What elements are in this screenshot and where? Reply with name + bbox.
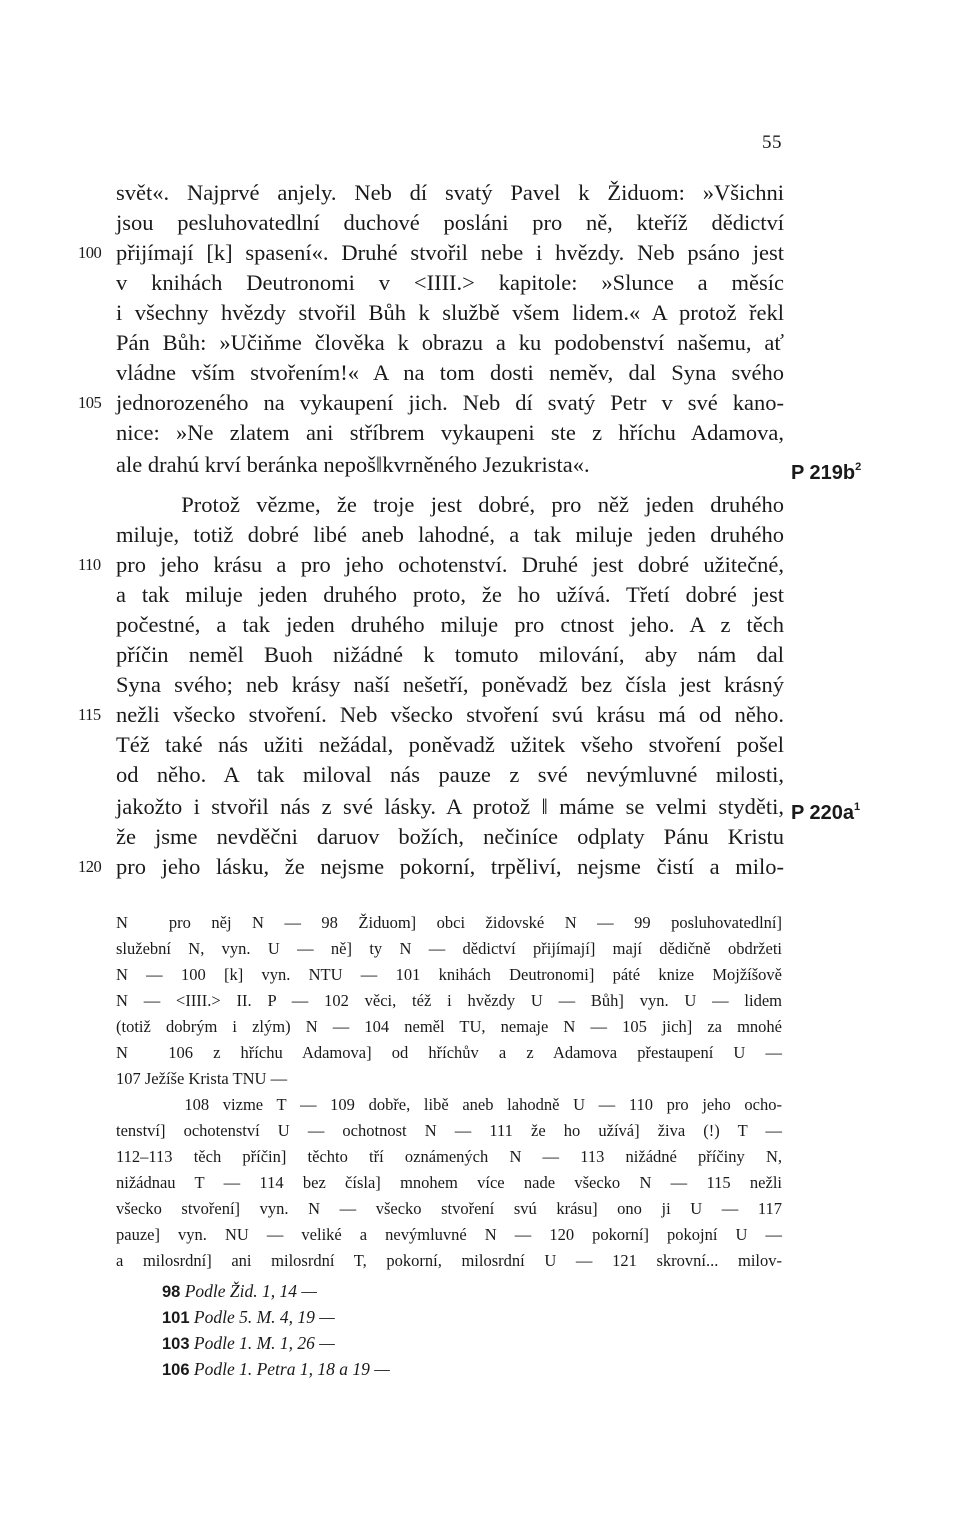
apparatus-line: (totiž dobrým i zlým) N — 104 neměl TU, nemaje N — 105 jich] za mnohé bbox=[116, 1017, 782, 1036]
text-line: že jsme nevděčni daruov božích, nečiníce odplaty Pánu Kristu bbox=[116, 824, 784, 849]
line-number: 110 bbox=[78, 555, 101, 574]
line-number: 115 bbox=[78, 705, 101, 724]
text-line: počestné, a tak jeden druhého miluje pro ctnost jeho. A z těch bbox=[116, 612, 784, 637]
source-ref bbox=[162, 1304, 335, 1331]
text-line: od něho. A tak miloval nás pauze z své nevýmluvné milosti, bbox=[116, 762, 784, 787]
text-line: Též také nás užiti nežádal, poněvadž užitek všeho stvoření pošel bbox=[116, 732, 784, 757]
text-line: přijímají [k] spasení«. Druhé stvořil nebe i hvězdy. Neb psáno jest bbox=[116, 240, 784, 265]
text-line: pro jeho lásku, že nejsme pokorní, trpěliví, nejsme čistí a milo- bbox=[116, 854, 784, 879]
source-ref-number: 98 bbox=[162, 1283, 181, 1301]
line-number: 100 bbox=[78, 243, 102, 262]
text-line: a tak miluje jeden druhého proto, že ho užívá. Třetí dobré jest bbox=[116, 582, 784, 607]
source-ref-number: 103 bbox=[162, 1335, 190, 1353]
page-number: 55 bbox=[762, 132, 782, 153]
apparatus-line: 112–113 těch příčin] těchto tří oznámených N — 113 nižádné příčiny N, bbox=[116, 1147, 782, 1166]
apparatus-line: 107 Ježíše Krista TNU — bbox=[116, 1069, 288, 1088]
text-line: jednorozeného na vykaupení jich. Neb dí svatý Petr v své kano- bbox=[116, 390, 784, 415]
text-line: jsou pesluhovatedlní duchové posláni pro ně, kteříž dědictví bbox=[116, 210, 784, 235]
line-number: 120 bbox=[78, 857, 102, 876]
text-line: Protož vězme, že troje jest dobré, pro něž jeden druhého bbox=[116, 492, 784, 517]
source-ref-text: Podle 1. Petra 1, 18 a 19 — bbox=[193, 1359, 390, 1379]
apparatus-line: N — 100 [k] vyn. NTU — 101 knihách Deutronomi] páté knize Mojžíšově bbox=[116, 965, 782, 984]
text-line: v knihách Deutronomi v <IIII.> kapitole: »Slunce a měsíc bbox=[116, 270, 784, 295]
text-line: svět«. Najprvé anjely. Neb dí svatý Pavel k Židuom: »Všichni bbox=[116, 180, 784, 205]
line-number: 105 bbox=[78, 393, 102, 412]
text-line: miluje, totiž dobré libé aneb lahodné, a tak miluje jeden druhého bbox=[116, 522, 784, 547]
source-ref bbox=[162, 1356, 390, 1383]
apparatus-line: N pro něj N — 98 Židuom] obci židovské N — 99 posluhovatedlní] bbox=[116, 913, 782, 932]
source-ref bbox=[162, 1278, 317, 1305]
apparatus-line: 108 vizme T — 109 dobře, libě aneb lahodně U — 110 pro jeho ocho- bbox=[116, 1095, 782, 1114]
source-ref-number: 106 bbox=[162, 1361, 190, 1379]
text-line: příčin neměl Buoh nižádné k tomuto milování, aby nám dal bbox=[116, 642, 784, 667]
apparatus-line: všecko stvoření] vyn. N — všecko stvoření svú krásu] ono ji U — 117 bbox=[116, 1199, 782, 1218]
text-line: jakožto i stvořil nás z své lásky. A protož ‖ máme se velmi styděti, bbox=[116, 794, 784, 819]
source-ref-text: Podle Žid. 1, 14 — bbox=[184, 1281, 317, 1301]
text-line: vládne vším stvořením!« A na tom dosti neměv, dal Syna svého bbox=[116, 360, 784, 385]
text-line: i všechny hvězdy stvořil Bůh k službě všem lidem.« A protož řekl bbox=[116, 300, 784, 325]
text-line: nežli všecko stvoření. Neb všecko stvoření svú krásu má od něho. bbox=[116, 702, 784, 727]
text-line: pro jeho krásu a pro jeho ochotenství. Druhé jest dobré užitečné, bbox=[116, 552, 784, 577]
apparatus-line: N 106 z hříchu Adamova] od hříchův a z Adamova přestaupení U — bbox=[116, 1043, 782, 1062]
margin-folio-ref: P $220a^1$ bbox=[791, 801, 861, 824]
apparatus-line: služební N, vyn. U — ně] ty N — dědictví přijímají] mají dědičně obdržeti bbox=[116, 939, 782, 958]
text-line: nice: »Ne zlatem ani stříbrem vykaupeni ste z hříchu Adamova, bbox=[116, 420, 784, 445]
source-ref bbox=[162, 1330, 335, 1357]
source-ref-number: 101 bbox=[162, 1309, 190, 1327]
source-ref-text: Podle 1. M. 1, 26 — bbox=[193, 1333, 335, 1353]
apparatus-line: tenství] ochotenství U — ochotnost N — 111 že ho užívá] živa (!) T — bbox=[116, 1121, 782, 1140]
text-line: Syna svého; neb krásy naší nešetří, poněvadž bez čísla jest krásný bbox=[116, 672, 784, 697]
apparatus-line: pauze] vyn. NU — veliké a nevýmluvné N — 120 pokorní] pokojní U — bbox=[116, 1225, 782, 1244]
apparatus-line: a milosrdní] ani milosrdní T, pokorní, milosrdní U — 121 skrovní... milov- bbox=[116, 1251, 782, 1270]
apparatus-line: N — <IIII.> II. P — 102 věci, též i hvězdy U — Bůh] vyn. U — lidem bbox=[116, 991, 782, 1010]
source-ref-text: Podle 5. M. 4, 19 — bbox=[193, 1307, 335, 1327]
apparatus-line: nižádnau T — 114 bez čísla] mnohem více nade všecko N — 115 nežli bbox=[116, 1173, 782, 1192]
margin-folio-ref: P $219b^2$ bbox=[791, 461, 862, 484]
text-line: Pán Bůh: »Učiňme člověka k obrazu a ku podobenství našemu, ať bbox=[116, 330, 784, 355]
text-line: ale drahú krví beránka nepoš‖kvrněného Jezukrista«. bbox=[116, 452, 590, 477]
